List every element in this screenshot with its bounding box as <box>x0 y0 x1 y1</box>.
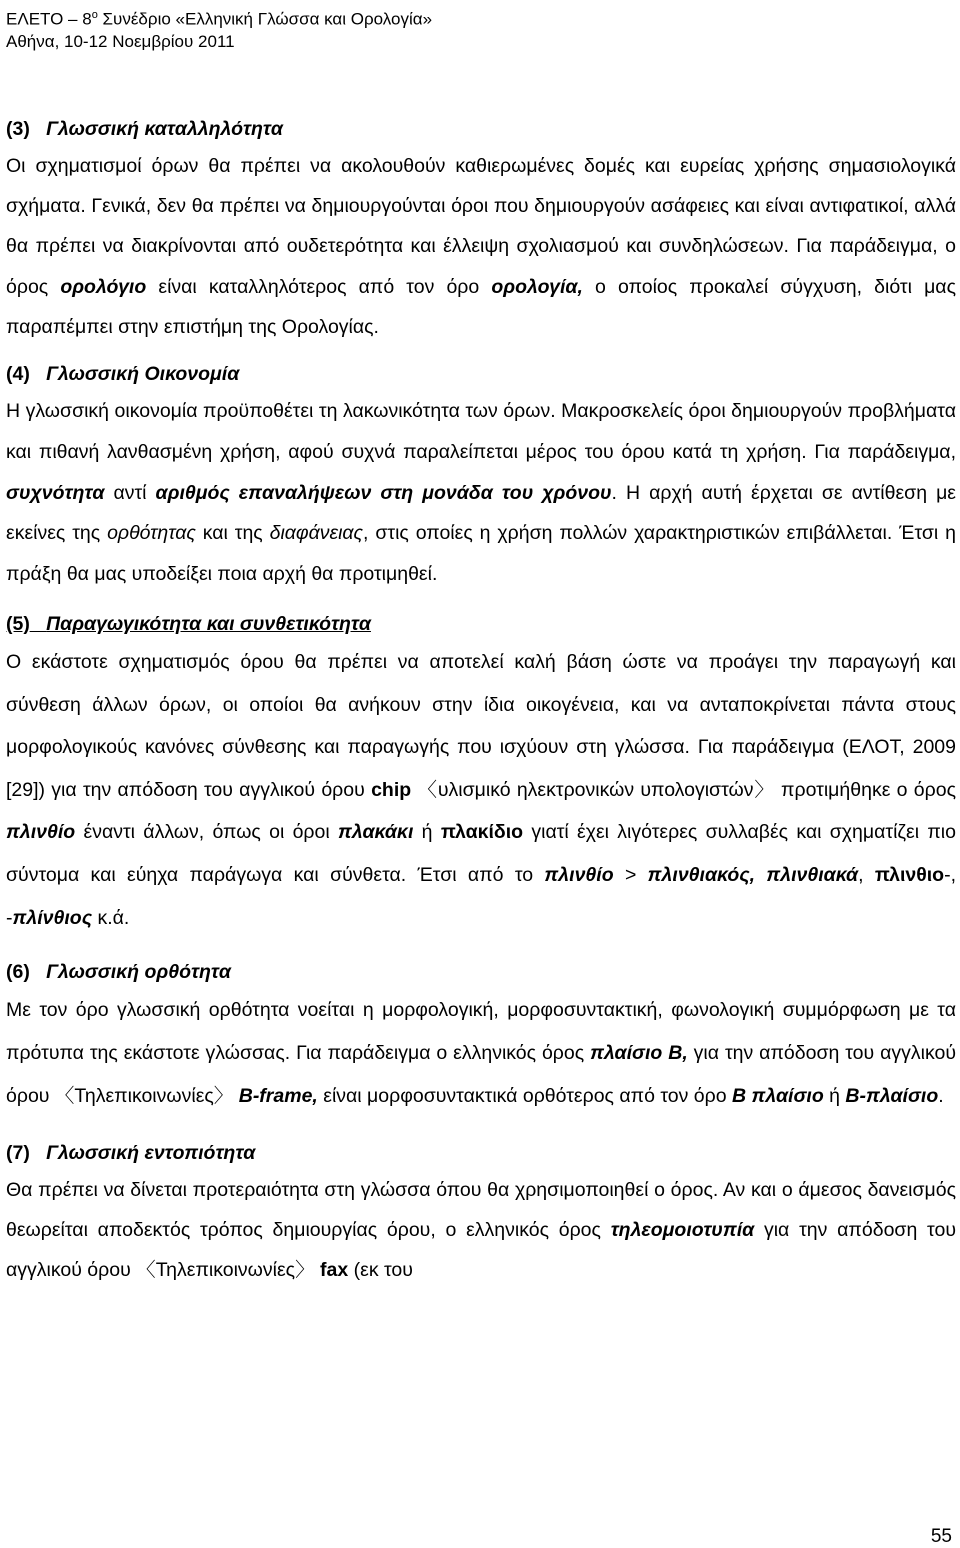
section-7-heading: (7) Γλωσσική εντοπιότητα <box>6 1141 256 1164</box>
section-3-paragraph: Οι σχηματισμοί όρων θα πρέπει να ακολουθούν καθιερωμένες δομές και ευρείας χρήσης σημασιολογικά σχήματα. Γενικά, δεν θα πρέπει να δημιουργούνται όροι που δημιουργούν ασάφειες και είναι αντιφατικοί, αλλά θα πρέπει να διακρίνονται από ουδετερότητα και έλλειψη σχολιασμού και συνδηλώσεων. Για παράδειγμα, ο όρος ορολόγιο είναι καταλληλότερος από τον όρο ορολογία, ο οποίος προκαλεί σύγχυση, διότι μας παραπέμπει στην επιστήμη της Ορολογίας. <box>6 155 956 338</box>
document-body <box>6 112 956 1290</box>
section-7-paragraph: Θα πρέπει να δίνεται προτεραιότητα στη γλώσσα όπου θα χρησιμοποιηθεί ο όρος. Αν και ο άμεσος δανεισμός θεωρείται αποδεκτός τρόπος δημιουργίας όρου, ο ελληνικός όρος τηλεομοιοτυπία για την απόδοση του αγγλικού όρου 〈Τηλεπικοινωνίες〉 fax (εκ του <box>6 1178 956 1281</box>
section-5-paragraph: Ο εκάστοτε σχηματισμός όρου θα πρέπει να αποτελεί καλή βάση ώστε να προάγει την παραγωγή και σύνθεση άλλων όρων, οι οποίοι θα ανήκουν στην ίδια οικογένεια, και να ανταποκρίνεται πάντα στους μορφολογικούς κανόνες σύνθεσης και παραγωγής που ισχύουν στη γλώσσα. Για παράδειγμα (ΕΛΟΤ, 2009 [29]) για την απόδοση του αγγλικού όρου chip 〈υλισμικό ηλεκτρονικών υπολογιστών〉 προτιμήθηκε ο όρος πλινθίο έναντι άλλων, όπως οι όροι πλακάκι ή πλακίδιο γιατί έχει λιγότερες συλλαβές και σχηματίζει πιο σύντομα και εύηχα παράγωγα και σύνθετα. Έτσι από το πλινθίο > πλινθιακός, πλινθιακά, πλινθιο-, -πλίνθιος κ.ά. <box>6 651 956 929</box>
section-4-heading: (4) Γλωσσική Οικονομία <box>6 363 240 386</box>
section-4-paragraph: Η γλωσσική οικονομία προϋποθέτει τη λακωνικότητα των όρων. Μακροσκελείς όροι δημιουργούν προβλήματα και πιθανή λανθασμένη χρήση, αφού συχνά παραλείπεται μέρος του όρου κατά τη χρήση. Για παράδειγμα, συχνότητα αντί αριθμός επαναλήψεων στη μονάδα του χρόνου. Η αρχή αυτή έρχεται σε αντίθεση με εκείνες της ορθότητας και της διαφάνειας, στις οποίες η χρήση πολλών χαρακτηριστικών επιβάλλεται. Έτσι η πράξη θα μας υποδείξει ποια αρχή θα προτιμηθεί. <box>6 400 956 586</box>
section-6-heading: (6) Γλωσσική ορθότητα <box>6 961 231 984</box>
conference-title: ΕΛΕΤΟ – $8^o$ Συνέδριο «Ελληνική Γλώσσα και Ορολογία» <box>6 9 433 29</box>
page-number: 55 <box>930 1526 952 1547</box>
section-3-heading: (3) Γλωσσική καταλληλότητα <box>6 118 283 140</box>
conference-date: Αθήνα, 10-12 Νοεμβρίου 2011 <box>6 31 235 51</box>
section-5-heading: (5) Παραγωγικότητα και συνθετικότητα <box>6 613 371 635</box>
page-header <box>6 4 432 53</box>
section-6-paragraph: Με τον όρο γλωσσική ορθότητα νοείται η μορφολογική, μορφοσυντακτική, φωνολογική συμμόρφωση με τα πρότυπα της εκάστοτε γλώσσας. Για παράδειγμα ο ελληνικός όρος πλαίσιο Β, για την απόδοση του αγγλικού όρου 〈Τηλεπικοινωνίες〉 B-frame, είναι μορφοσυντακτικά ορθότερος από τον όρο Β πλαίσιο ή Β-πλαίσιο. <box>6 999 956 1107</box>
